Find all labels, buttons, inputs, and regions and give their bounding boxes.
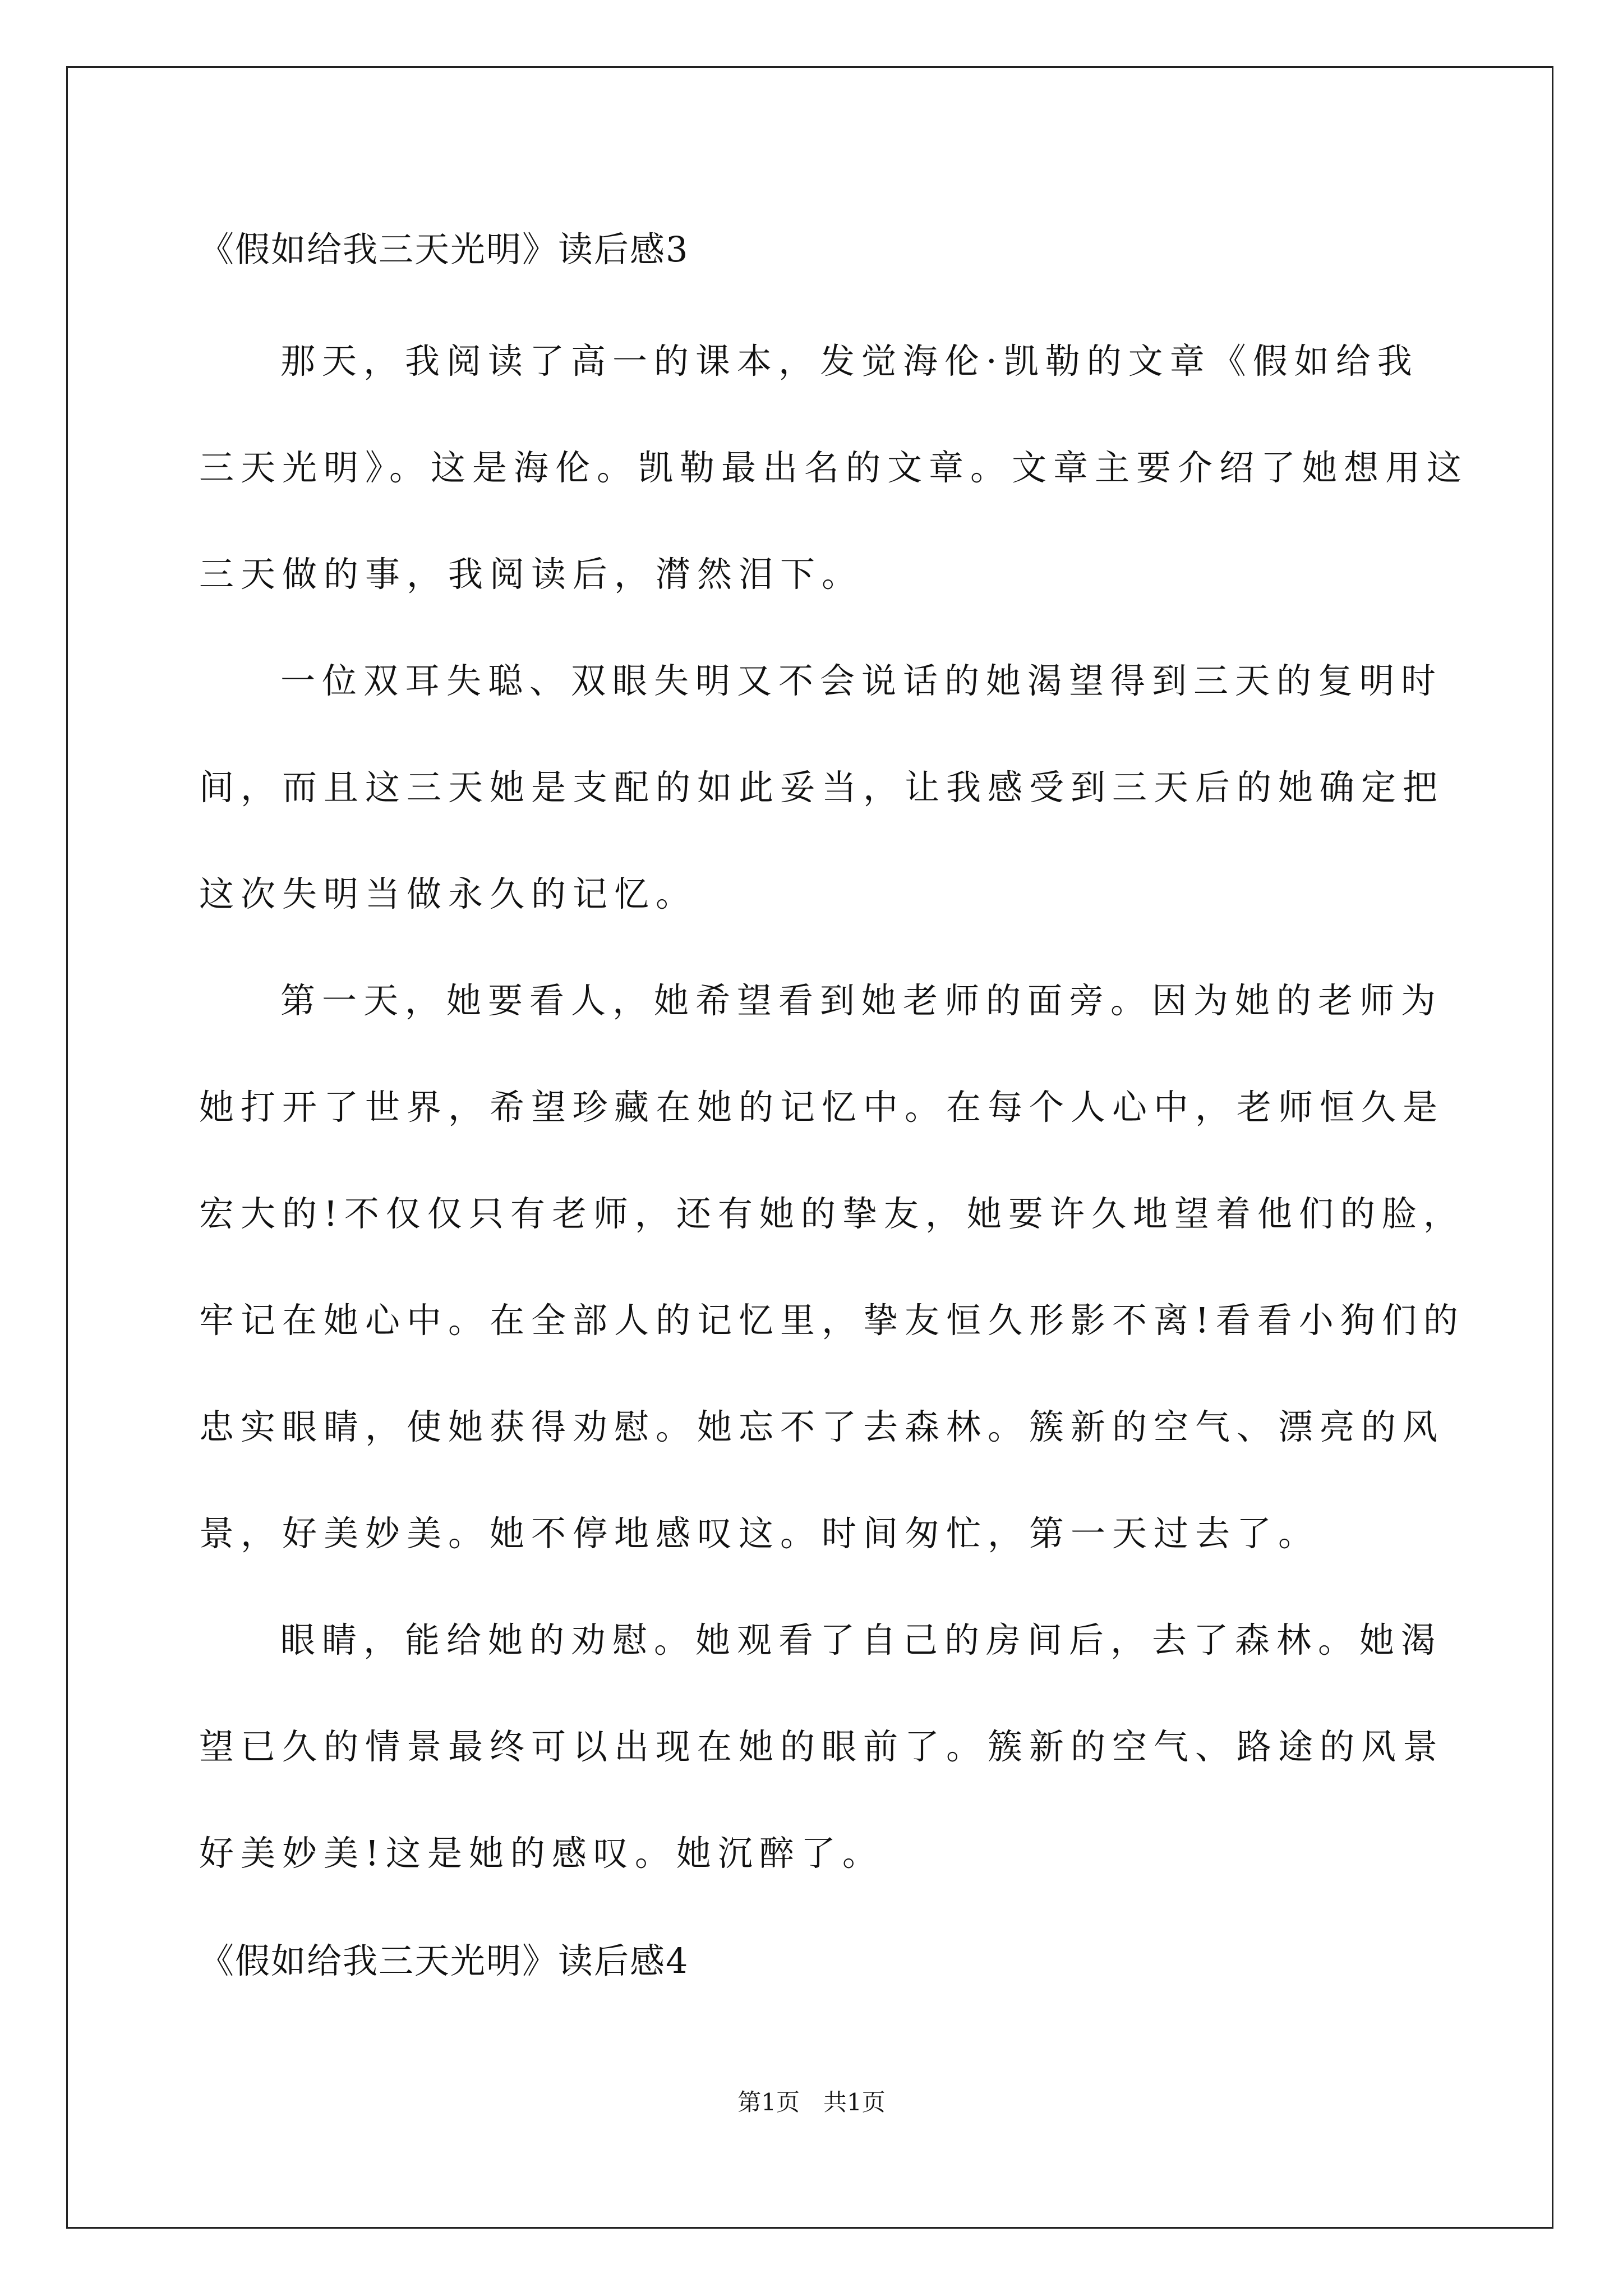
paragraph-1-line-2: 三天光明》。这是海伦。凯勒最出名的文章。文章主要介绍了她想用这	[199, 447, 1469, 488]
paragraph-3-line-2: 她打开了世界，希望珍藏在她的记忆中。在每个人心中，老师恒久是	[199, 1087, 1445, 1128]
paragraph-2-line-2: 间，而且这三天她是支配的如此妥当，让我感受到三天后的她确定把	[199, 767, 1445, 808]
paragraph-4-line-2: 望已久的情景最终可以出现在她的眼前了。簇新的空气、路途的风景	[199, 1726, 1445, 1767]
paragraph-2-line-3: 这次失明当做永久的记忆。	[199, 873, 698, 914]
paragraph-3-line-6: 景，好美妙美。她不停地感叹这。时间匆忙，第一天过去了。	[199, 1513, 1320, 1554]
section-heading: 《假如给我三天光明》读后感3	[199, 229, 689, 270]
paragraph-4-line-1: 眼睛，能给她的劝慰。她观看了自己的房间后，去了森林。她渴	[280, 1619, 1443, 1660]
page-footer: 第1页 共1页	[737, 2088, 886, 2116]
paragraph-3-line-3: 宏大的!不仅仅只有老师，还有她的挚友，她要许久地望着他们的脸，	[199, 1193, 1465, 1234]
paragraph-1-line-1: 那天，我阅读了高一的课本，发觉海伦·凯勒的文章《假如给我	[280, 341, 1419, 381]
paragraph-3-line-5: 忠实眼睛，使她获得劝慰。她忘不了去森林。簇新的空气、漂亮的风	[199, 1406, 1445, 1447]
paragraph-3-line-1: 第一天，她要看人，她希望看到她老师的面旁。因为她的老师为	[280, 980, 1443, 1021]
paragraph-3-line-4: 牢记在她心中。在全部人的记忆里，挚友恒久形影不离!看看小狗们的	[199, 1300, 1465, 1341]
paragraph-1-line-3: 三天做的事，我阅读后，潸然泪下。	[199, 554, 864, 595]
paragraph-4-line-3: 好美妙美!这是她的感叹。她沉醉了。	[199, 1833, 884, 1874]
paragraph-2-line-1: 一位双耳失聪、双眼失明又不会说话的她渴望得到三天的复明时	[280, 660, 1443, 701]
section-heading: 《假如给我三天光明》读后感4	[199, 1940, 689, 1981]
page-border	[66, 66, 1553, 2229]
